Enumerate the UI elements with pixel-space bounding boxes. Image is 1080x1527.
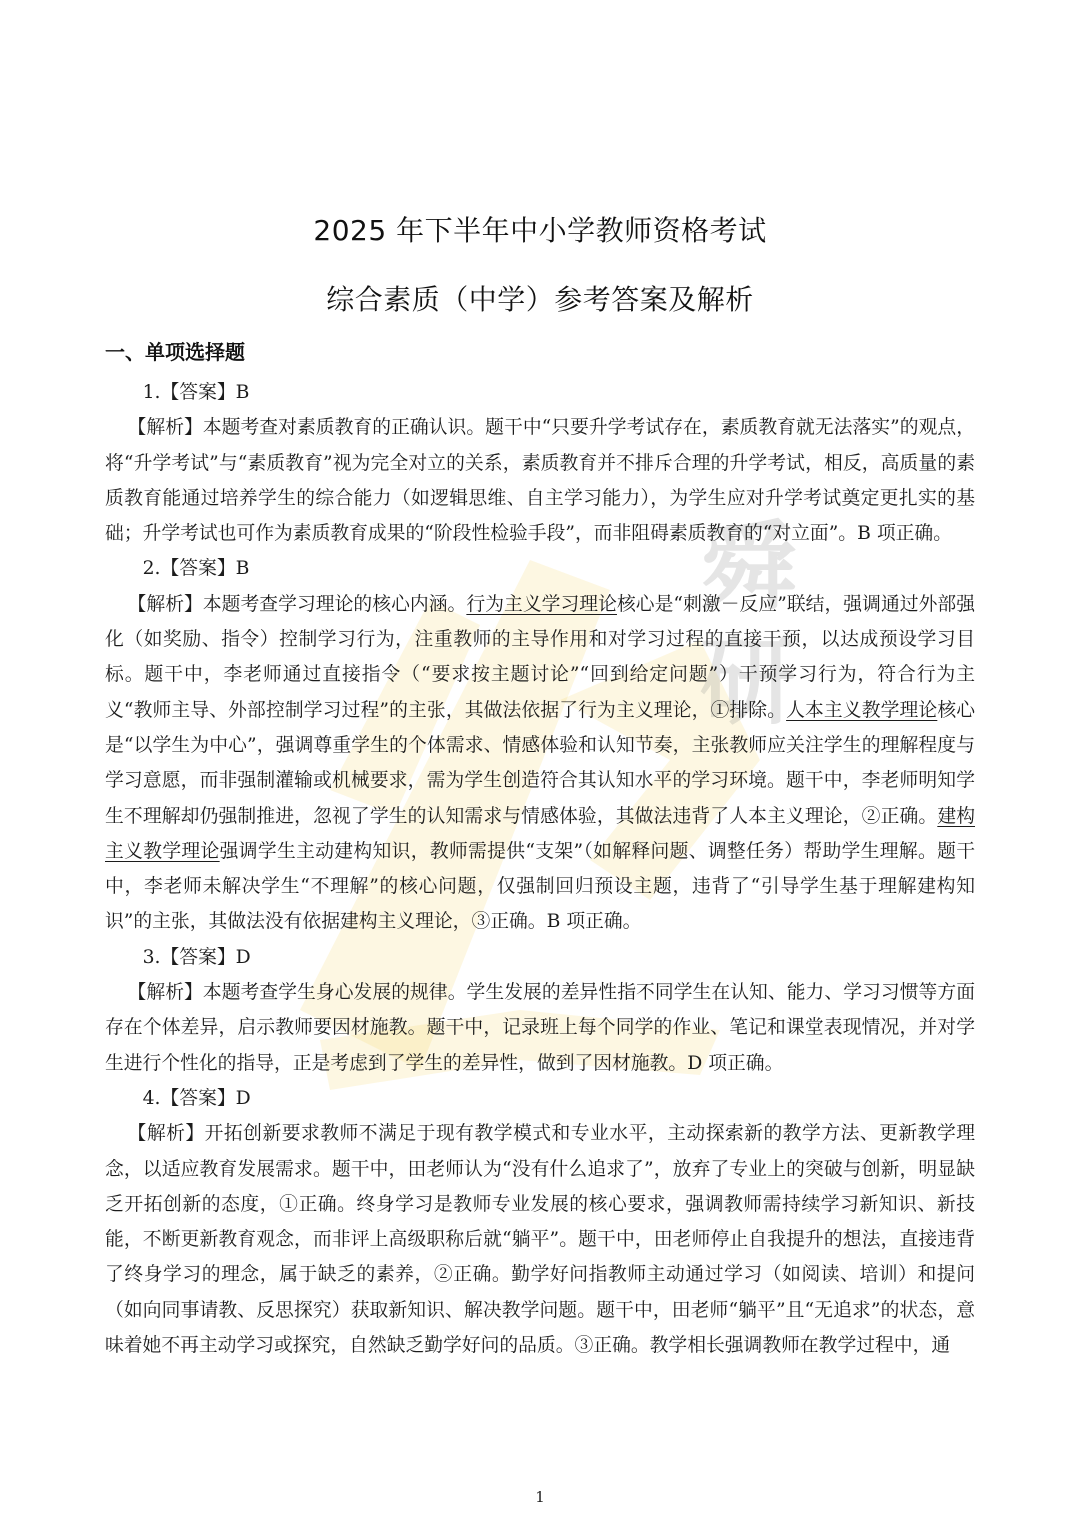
- answer-value: D: [235, 946, 251, 968]
- question-number: 3.: [142, 946, 161, 968]
- question-number: 1.: [142, 382, 161, 403]
- analysis-text: 开拓创新要求教师不满足于现有教学模式和专业水平，主动探索新的教学方法、更新教学理念，以适应教育发展需求。题干中，田老师认为“没有什么追求了”，放弃了专业上的突破与创新，明显缺乏开拓创新的态度，①正确。终身学习是教师专业发展的核心要求，强调教师需持续学习新知识、新技能，不断更新教育观念，而非评上高级职称后就“躺平”。题干中，田老师停止自我提升的想法，直接违背了终身学习的理念，属于缺乏的素养，②正确。勤学好问指教师主动通过学习（如阅读、培训）和提问（如向同事请教、反思探究）获取新知识、解决教学问题。题干中，田老师“躺平”且“无追求”的状态，意味着她不再主动学习或探究，自然缺乏勤学好问的品质。③正确。教学相长强调教师在教学过程中，通: [105, 1123, 976, 1357]
- analysis-text: 本题考查学习理论的核心内涵。: [202, 593, 467, 615]
- analysis-paragraph: [105, 410, 975, 551]
- answer-label: 【答案】: [160, 558, 236, 580]
- answer-line: [105, 551, 975, 586]
- page-number: 1: [535, 1488, 545, 1506]
- analysis-text: 本题考查学生身心发展的规律。学生发展的差异性指不同学生在认知、能力、学习习惯等方面存在个体差异，启示教师要因材施教。题干中，记录班上每个同学的作业、笔记和课堂表现情况，并对学生进行个性化的指导，正是考虑到了学生的差异性，做到了因材施教。D 项正确。: [105, 982, 976, 1074]
- section-heading: 一、单项选择题: [105, 340, 245, 364]
- watermark-char: 舜: [700, 510, 796, 623]
- answer-label: 【答案】: [160, 382, 236, 403]
- analysis-paragraph: [105, 1116, 975, 1363]
- analysis-label: 【解析】: [127, 417, 203, 439]
- underlined-term: 行为主义学习理论: [466, 593, 617, 615]
- answer-value: B: [235, 382, 250, 403]
- analysis-paragraph: [105, 587, 975, 940]
- analysis-text: 本题考查对素质教育的正确认识。题干中“只要升学考试存在，素质教育就无法落实”的观点，将“升学考试”与“素质教育”视为完全对立的关系，素质教育并不排斥合理的升学考试，相反，高质量的素质教育能通过培养学生的综合能力（如逻辑思维、自主学习能力），为学生应对升学考试奠定更扎实的基础；升学考试也可作为素质教育成果的“阶段性检验手段”，而非阻碍素质教育的“对立面”。B 项正确。: [105, 417, 976, 545]
- question-item: [105, 940, 975, 1081]
- answer-line: [105, 940, 975, 975]
- analysis-paragraph: [105, 975, 975, 1081]
- answer-line: [105, 375, 975, 410]
- analysis-label: 【解析】: [127, 1123, 205, 1145]
- analysis-label: 【解析】: [127, 593, 203, 615]
- document-title: 2025 年下半年中小学教师资格考试: [313, 214, 767, 247]
- answer-value: D: [235, 1087, 251, 1109]
- underlined-term: 建构主义教学理论: [105, 805, 976, 862]
- document-subtitle: 综合素质（中学）参考答案及解析: [326, 283, 754, 316]
- answer-value: B: [235, 558, 250, 580]
- question-number: 2.: [142, 558, 161, 580]
- watermark-char: 研: [700, 625, 796, 738]
- answer-label: 【答案】: [160, 1087, 236, 1109]
- analysis-text: 强调学生主动建构知识，教师需提供“支架”（如解释问题、调整任务）帮助学生理解。题干中，李老师未解决学生“不理解”的核心问题，仅强制回归预设主题，违背了“引导学生基于理解建构知识”的主张，其做法没有依据建构主义理论，③正确。B 项正确。: [105, 840, 976, 933]
- question-item: [105, 1081, 975, 1363]
- underlined-term: 人本主义教学理论: [786, 699, 938, 721]
- question-item: [105, 375, 975, 551]
- analysis-label: 【解析】: [127, 982, 203, 1004]
- question-number: 4.: [142, 1087, 161, 1109]
- question-list: [105, 375, 975, 1363]
- analysis-text: 核心是“刺激－反应”联结，强调通过外部强化（如奖励、指令）控制学习行为，注重教师的主导作用和对学习过程的直接干预，以达成预设学习目标。题干中，李老师通过直接指令（“要求按主题讨论”“回到给定问题”）干预学习行为，符合行为主义“教师主导、外部控制学习过程”的主张，其做法依据了行为主义理论，①排除。: [105, 593, 976, 721]
- analysis-text: 核心是“以学生为中心”，强调尊重学生的个体需求、情感体验和认知节奏，主张教师应关注学生的理解程度与学习意愿，而非强制灌输或机械要求，需为学生创造符合其认知水平的学习环境。题干中，李老师明知学生不理解却仍强制推进，忽视了学生的认知需求与情感体验，其做法违背了人本主义理论，②正确。: [105, 699, 976, 827]
- answer-line: [105, 1081, 975, 1116]
- question-item: [105, 551, 975, 939]
- answer-label: 【答案】: [160, 946, 236, 968]
